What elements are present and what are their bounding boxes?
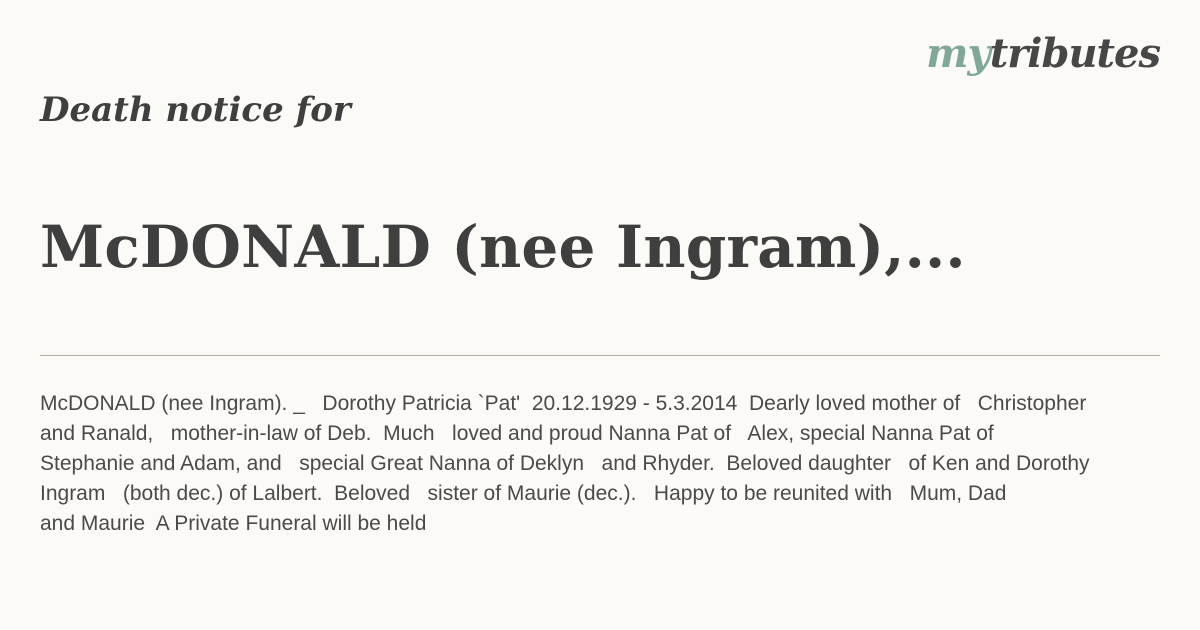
section-divider [40,355,1160,356]
deceased-name-title: McDONALD (nee Ingram),... [40,213,966,281]
logo-my-text: my [926,30,990,77]
death-notice-kicker: Death notice for [40,90,351,130]
mytributes-logo[interactable] [926,30,1160,77]
notice-body-text: McDONALD (nee Ingram). _ Dorothy Patricia `Pat' 20.12.1929 - 5.3.2014 Dearly loved mother of Christopher and Ranald, mother-in-law of Deb. Much loved and proud Nanna Pat of Alex, special Nanna Pat of Stephanie and Adam, and special Great Nanna of Deklyn and Rhyder. Beloved daughter of Ken and Dorothy Ingram (both dec.) of Lalbert. Beloved sister of Maurie (dec.). Happy to be reunited with Mum, Dad and Maurie A Private Funeral will be held [40,392,1090,535]
logo-tributes-text: tributes [989,30,1160,77]
